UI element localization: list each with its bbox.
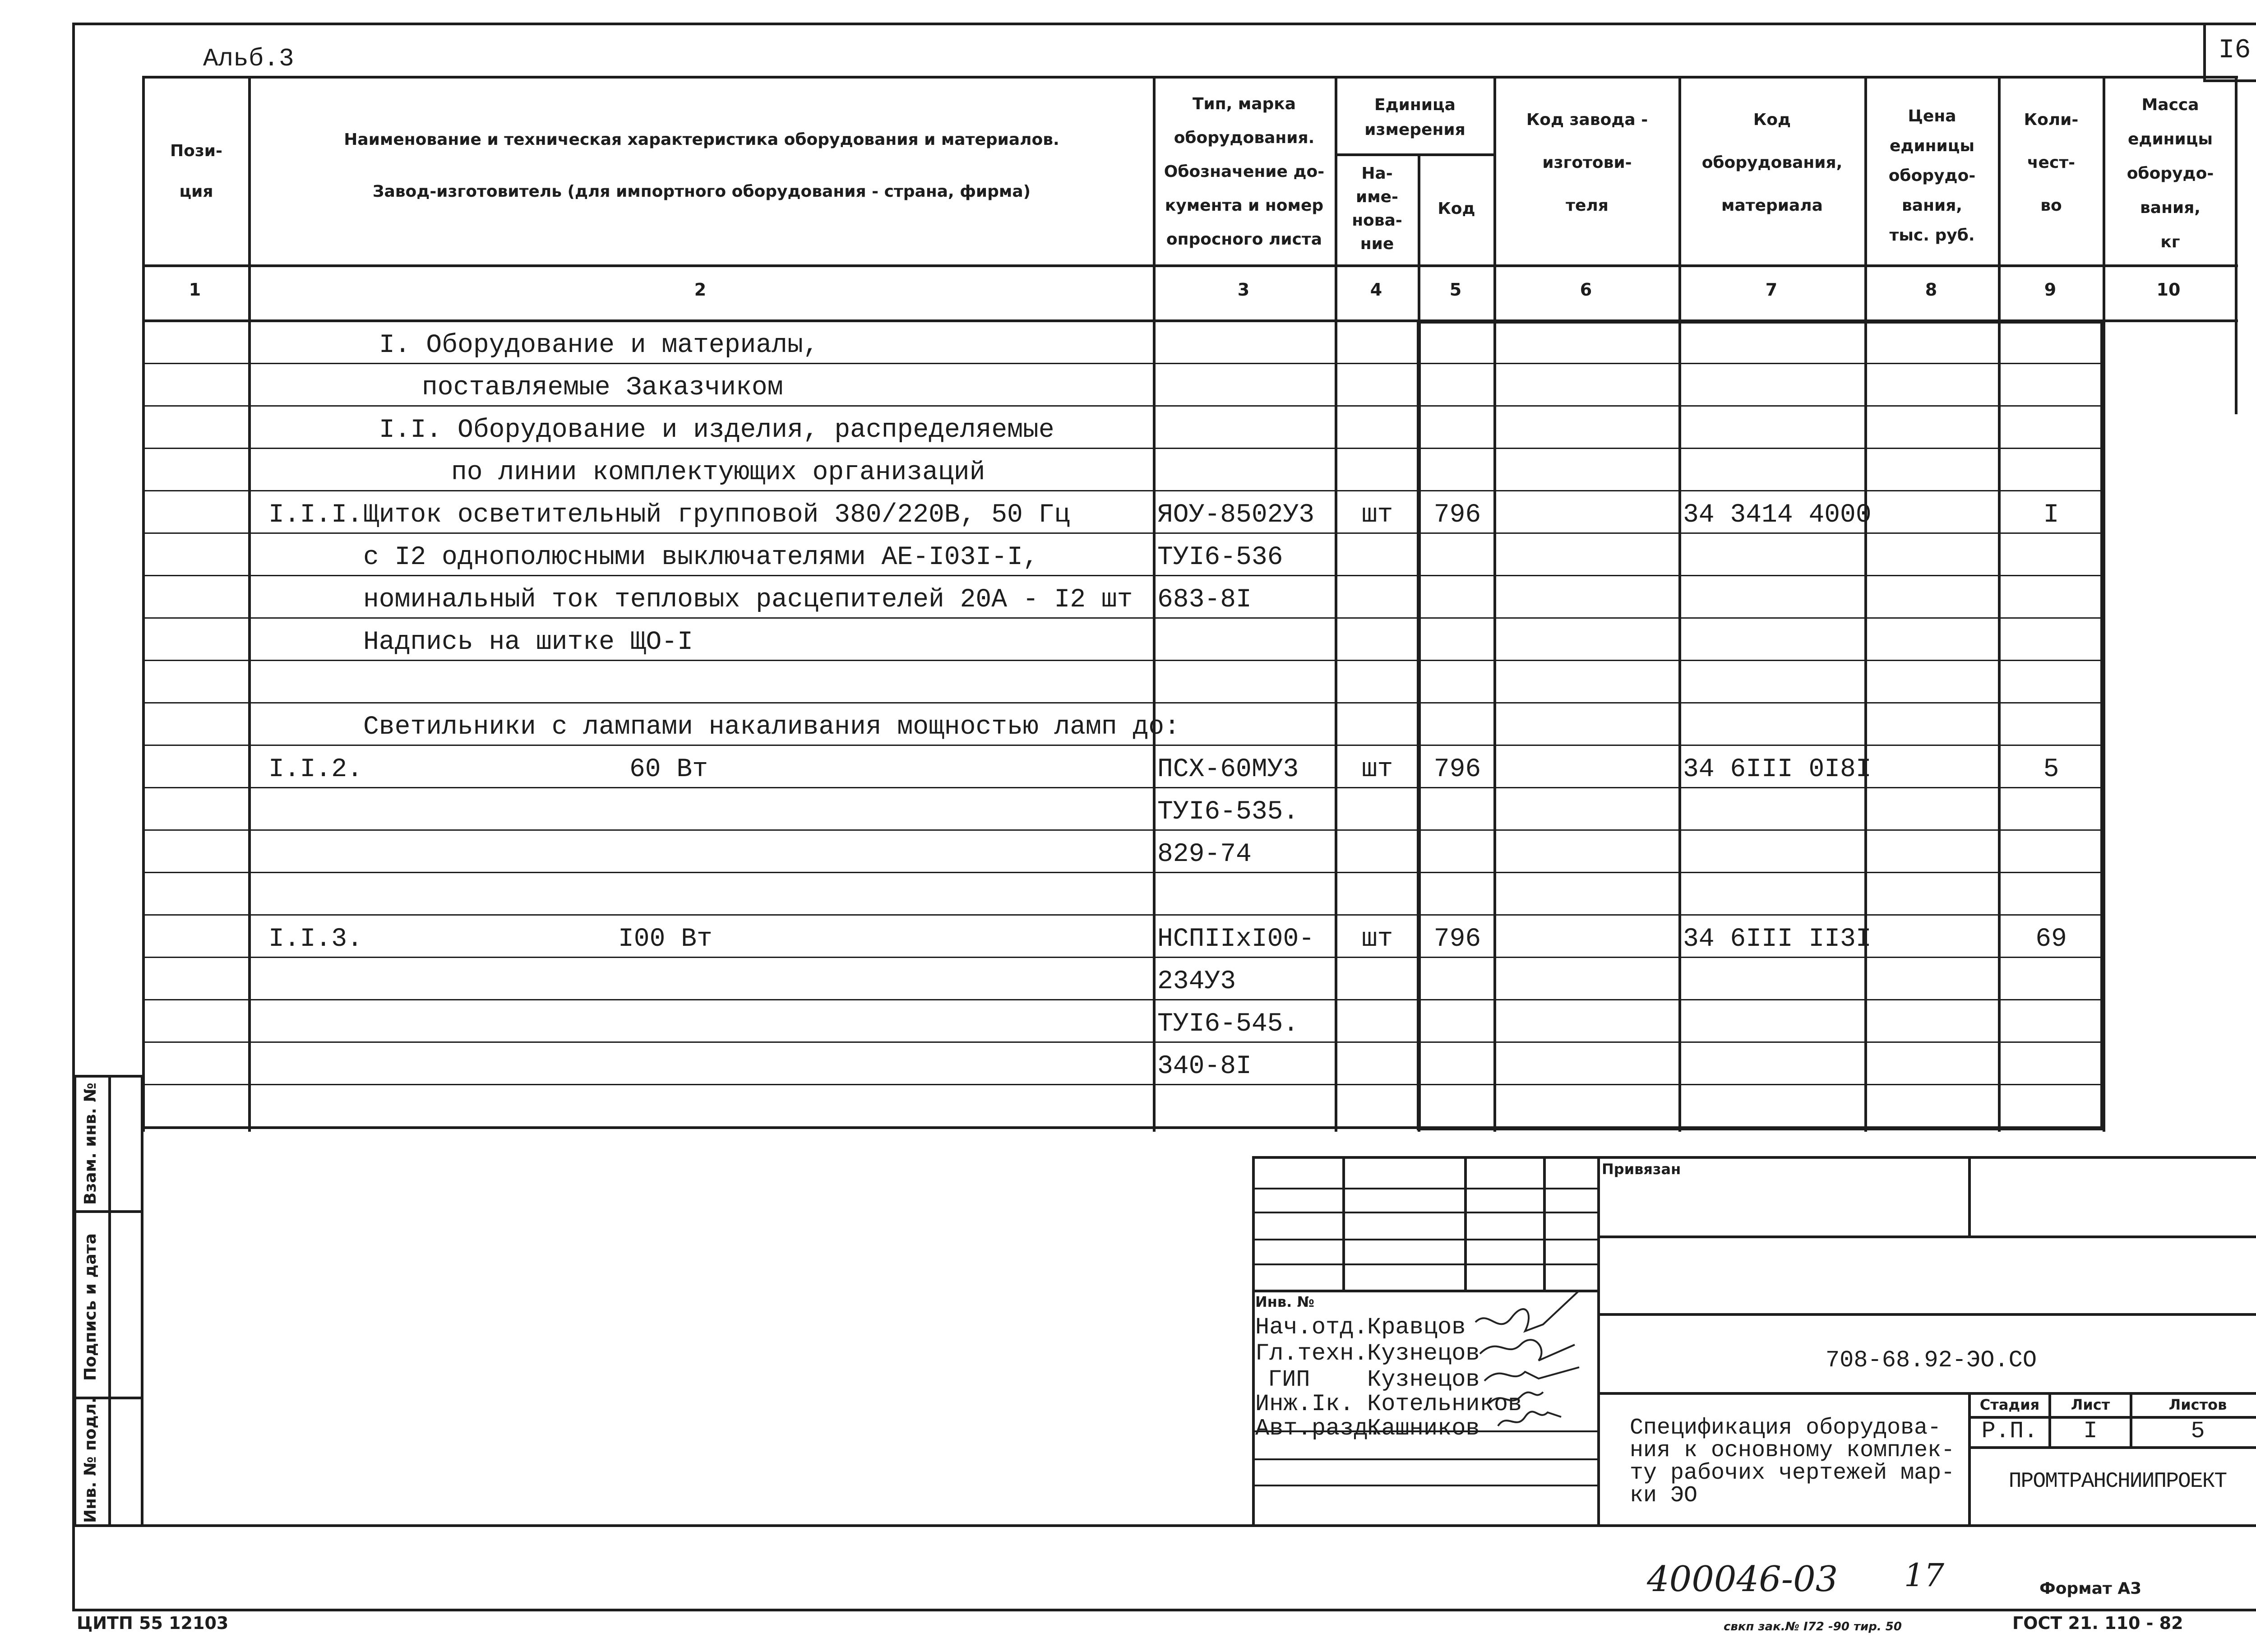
stamp-row-1 <box>1252 1188 1597 1189</box>
row-position: I.I.2. <box>268 755 363 784</box>
header-maker-code: Код завода - изготови- теля <box>1526 110 1648 215</box>
header-equip-code: Код оборудования, материала <box>1701 110 1843 215</box>
row-type: 340-8I <box>1157 1052 1252 1081</box>
stamp-row-2 <box>1252 1212 1597 1213</box>
stamp-sheets-label: Листов <box>2168 1396 2227 1413</box>
body-box-left <box>1417 319 1421 1130</box>
stamp-sheets: 5 <box>2191 1418 2205 1444</box>
stamp-role: Инж.Iк. <box>1255 1391 1354 1417</box>
row-line <box>142 1041 2105 1043</box>
row-equip-code: 34 3414 4000 <box>1683 500 1872 530</box>
col-sep-8 <box>1998 76 2001 1132</box>
stamp-person: Кравцов <box>1367 1314 1466 1341</box>
stamp-stage: Р.П. <box>1981 1418 2038 1444</box>
body-box-right <box>2100 319 2104 1130</box>
stamp-sheet-label: Лист <box>2071 1396 2110 1413</box>
row-name: по линии комплектующих организаций <box>451 458 985 487</box>
stamp-org: ПРОМТРАНСНИИПРОЕКТ <box>2008 1469 2227 1494</box>
stamp-role: Гл.техн. <box>1255 1340 1368 1367</box>
row-name: I.I. Оборудование и изделия, распределяемые <box>379 416 1054 445</box>
column-number-10: 10 <box>2156 280 2181 300</box>
stamp-code-bottom <box>1597 1392 2256 1395</box>
column-number-1: 1 <box>189 280 201 300</box>
row-type: ТУI6-545. <box>1157 1009 1299 1039</box>
side-label-podpis: Подпись и дата <box>81 1233 100 1381</box>
stamp-person: Кашников <box>1367 1415 1480 1442</box>
stamp-row-8 <box>1252 1485 1597 1486</box>
stamp-stage-label: Стадия <box>1979 1396 2040 1413</box>
header-type: Тип, марка оборудования. Обозначение до- кумента и номер опросного листа <box>1164 94 1325 249</box>
column-number-6: 6 <box>1580 280 1592 300</box>
stamp-top <box>1252 1156 2256 1159</box>
column-number-2: 2 <box>694 280 707 300</box>
row-equip-code: 34 6III 0I8I <box>1683 755 1872 784</box>
row-line <box>142 787 2105 788</box>
row-line <box>142 745 2105 746</box>
stamp-row-3 <box>1252 1239 1597 1240</box>
row-name: номинальный ток тепловых расцепителей 20А - I2 шт <box>363 585 1133 615</box>
row-line <box>142 490 2105 491</box>
header-position: Пози- ция <box>170 142 222 201</box>
header-unit: Единица измерения <box>1364 96 1465 139</box>
stamp-row-4 <box>1252 1263 1597 1265</box>
stamp-title: Спецификация оборудова- ния к основному комплек- ту рабочих чертежей мар- ки ЭО <box>1630 1415 1955 1509</box>
album-label: Альб.3 <box>203 44 294 73</box>
row-unit: шт <box>1361 500 1393 530</box>
body-box-top <box>1418 319 2103 324</box>
side-sep-1 <box>74 1210 142 1213</box>
column-number-3: 3 <box>1237 280 1250 300</box>
side-block-mid <box>108 1075 111 1526</box>
table-header-bottom <box>142 264 2238 267</box>
row-unit: шт <box>1361 755 1393 784</box>
col-sep-5 <box>1493 76 1496 1132</box>
row-position: I.I.3. <box>268 925 363 954</box>
stamp-privyazan-bottom <box>1597 1236 2256 1238</box>
row-qty: I <box>2043 500 2059 530</box>
header-unit-name: На- име- нова- ние <box>1352 164 1402 253</box>
stamp-col-a <box>1342 1156 1345 1291</box>
stamp-privyazan-sep <box>1968 1156 1971 1237</box>
table-top <box>142 76 2238 79</box>
row-line <box>142 405 2105 407</box>
frame-top <box>72 23 2256 25</box>
row-line <box>142 1084 2105 1085</box>
stamp-code-top <box>1597 1313 2256 1316</box>
row-type: НСПIIxI00- <box>1157 925 1315 954</box>
side-label-inv-podl: Инв. № подл. <box>81 1397 100 1523</box>
row-line <box>142 532 2105 534</box>
column-number-8: 8 <box>1925 280 1937 300</box>
stamp-sheet: I <box>2083 1418 2098 1444</box>
signatures-drawing <box>1471 1282 1606 1462</box>
stamp-role: Авт.разд. <box>1255 1415 1382 1442</box>
header-name-line2: Завод-изготовитель (для импортного оборудования - страна, фирма) <box>372 182 1031 201</box>
row-unit-code: 796 <box>1433 925 1481 954</box>
stamp-doc-code: 708-68.92-ЭО.СО <box>1825 1347 2037 1374</box>
row-name: I. Оборудование и материалы, <box>379 331 819 360</box>
sheet-box-left <box>2203 23 2206 81</box>
column-number-7: 7 <box>1765 280 1778 300</box>
row-type: ПСХ-60МУ3 <box>1157 755 1299 784</box>
row-name: I00 Вт <box>618 925 712 954</box>
col-sep-1 <box>248 76 251 1132</box>
frame-bottom <box>72 1609 2256 1611</box>
column-number-9: 9 <box>2044 280 2057 300</box>
sheet-box-bottom <box>2203 79 2256 82</box>
sheet-number: I6 <box>2218 35 2251 66</box>
row-type: 683-8I <box>1157 585 1252 615</box>
row-name: Светильники с лампами накаливания мощностью ламп до: <box>363 713 1180 742</box>
header-mass: Масса единицы оборудо- вания, кг <box>2127 96 2214 251</box>
footer-format: Формат А3 <box>2039 1579 2142 1598</box>
col-sep-6 <box>1678 76 1681 1132</box>
row-type: ТУI6-536 <box>1157 543 1283 572</box>
row-line <box>142 957 2105 958</box>
column-number-5: 5 <box>1449 280 1462 300</box>
side-block-top <box>74 1075 142 1078</box>
side-block-right <box>141 1075 143 1526</box>
row-name: поставляемые Заказчиком <box>422 373 783 403</box>
header-name-line1: Наименование и техническая характеристика оборудования и материалов. <box>344 130 1059 149</box>
row-qty: 5 <box>2043 755 2059 784</box>
row-unit: шт <box>1361 925 1393 954</box>
stamp-col-b <box>1464 1156 1467 1291</box>
stamp-inv-no: Инв. № <box>1255 1293 1314 1310</box>
stamp-role: ГИП <box>1268 1366 1310 1393</box>
row-type: ТУI6-535. <box>1157 797 1299 827</box>
row-line <box>142 914 2105 916</box>
row-line <box>142 575 2105 576</box>
stamp-stage-bottom <box>1968 1446 2256 1449</box>
row-line <box>142 617 2105 619</box>
row-type: 829-74 <box>1157 840 1252 869</box>
row-qty: 69 <box>2035 925 2067 954</box>
row-unit-code: 796 <box>1433 500 1481 530</box>
row-name: с I2 однополюсными выключателями АЕ-I03I-I, <box>363 543 1039 572</box>
row-line <box>142 660 2105 661</box>
header-price: Цена единицы оборудо- вания, тыс. руб. <box>1888 107 1976 245</box>
row-equip-code: 34 6III II3I <box>1683 925 1872 954</box>
row-line <box>142 872 2105 873</box>
footer-left-code: ЦИТП 55 12103 <box>77 1613 229 1633</box>
stamp-col-c <box>1543 1156 1546 1291</box>
stamp-privyazan: Привязан <box>1602 1161 1681 1178</box>
side-block-left <box>74 1075 76 1526</box>
footer-gost: ГОСТ 21. 110 - 82 <box>2012 1613 2183 1633</box>
stamp-person: Кузнецов <box>1367 1340 1480 1367</box>
column-number-4: 4 <box>1370 280 1382 300</box>
row-line <box>142 1126 2105 1129</box>
stamp-person: Кузнецов <box>1367 1366 1480 1393</box>
row-name: Надпись на шитке ЩО-I <box>363 628 693 657</box>
footer-print-note: свкп зак.№ I72 -90 тир. 50 <box>1724 1620 1902 1633</box>
row-type: ЯОУ-8502У3 <box>1157 500 1315 530</box>
header-qty: Коли- чест- во <box>2024 110 2079 215</box>
footer-handwritten-page: 17 <box>1904 1557 1945 1594</box>
row-type: 234У3 <box>1157 967 1236 996</box>
row-unit-code: 796 <box>1433 755 1481 784</box>
footer-handwritten-code: 400046-03 <box>1647 1559 1838 1600</box>
row-name: Щиток осветительный групповой 380/220В, 50 Гц <box>363 500 1070 530</box>
row-position: I.I.I. <box>268 500 363 530</box>
stamp-person: Котельников <box>1367 1391 1522 1417</box>
side-block-bottom <box>74 1524 2256 1527</box>
header-unit-code: Код <box>1438 199 1475 218</box>
row-line <box>142 829 2105 831</box>
row-line <box>142 702 2105 703</box>
row-name: 60 Вт <box>629 755 708 784</box>
stamp-role: Нач.отд. <box>1255 1314 1368 1341</box>
row-line <box>142 363 2105 364</box>
row-line <box>142 999 2105 1000</box>
row-line <box>142 448 2105 449</box>
side-label-vzam: Взам. инв. № <box>81 1083 100 1205</box>
